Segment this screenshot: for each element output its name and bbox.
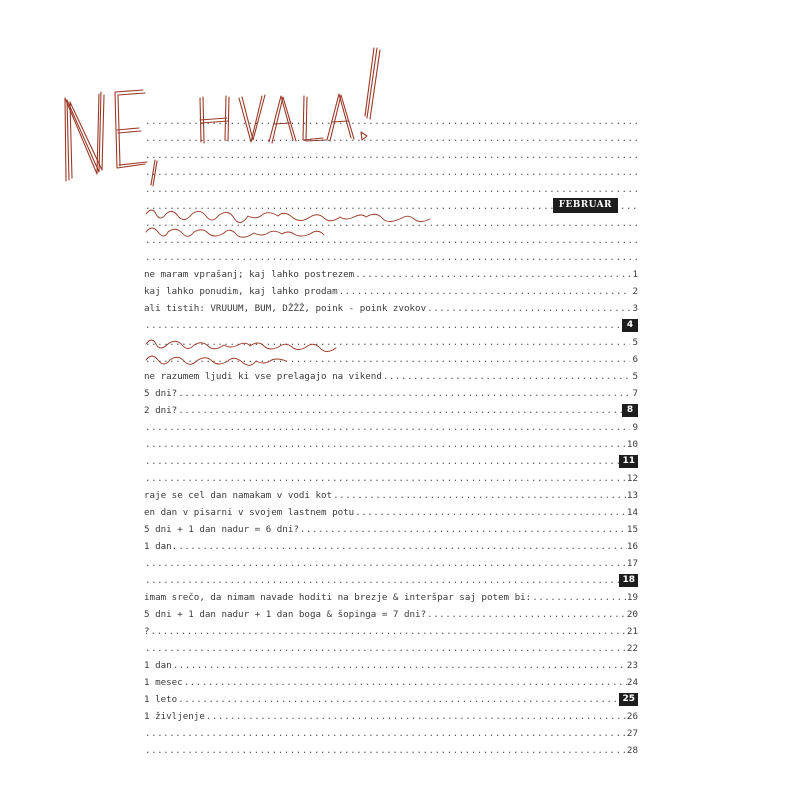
dot-leader (145, 728, 627, 740)
line-text: 5 dni + 1 dan nadur + 1 dan boga & šopinga = 7 dni? (144, 609, 427, 620)
highlighted-day-number: 25 (619, 693, 638, 706)
calendar-entry (144, 519, 638, 536)
dot-leader (145, 252, 638, 264)
dot-leader (383, 371, 630, 383)
calendar-entry (144, 332, 638, 349)
dot-leader (145, 473, 627, 485)
calendar-entry (144, 570, 638, 587)
line-text: 1 dan (144, 660, 172, 671)
calendar-entry (144, 434, 638, 451)
highlighted-day-number: 11 (619, 455, 638, 468)
header-line (144, 145, 638, 162)
calendar-entry (144, 672, 638, 689)
calendar-entry (144, 349, 638, 366)
dot-leader (145, 337, 630, 349)
calendar-entry (144, 604, 638, 621)
header-line (144, 128, 638, 145)
calendar-entry (144, 383, 638, 400)
header-line (144, 230, 638, 247)
dot-leader (145, 456, 619, 468)
line-text: raje se cel dan namakam v vodi kot (144, 490, 333, 501)
line-text: imam srečo, da nimam navade hoditi na brezje & interšpar saj potem bi: (144, 592, 532, 603)
header-line (144, 247, 638, 264)
day-number: 16 (626, 541, 638, 552)
day-number: 3 (632, 303, 638, 314)
calendar-entry (144, 689, 638, 706)
line-text: 5 dni? (144, 388, 178, 399)
line-text: 1 življenje (144, 711, 205, 722)
day-number: 20 (626, 609, 638, 620)
dot-leader (178, 541, 627, 553)
dot-leader (355, 507, 627, 519)
calendar-entry (144, 417, 638, 434)
day-number: 28 (626, 745, 638, 756)
dot-leader (145, 167, 638, 179)
dot-leader (151, 626, 627, 638)
line-text: 1 mesec (144, 677, 183, 688)
dot-leader (145, 235, 638, 247)
day-number: 22 (626, 643, 638, 654)
day-number: 17 (626, 558, 638, 569)
day-number: 21 (626, 626, 638, 637)
day-number: 5 (632, 371, 638, 382)
dot-leader (145, 150, 638, 162)
day-number: 24 (626, 677, 638, 688)
line-text: en dan v pisarni v svojem lastnem potu (144, 507, 355, 518)
dot-leader (145, 354, 630, 366)
highlighted-day-number: 18 (619, 574, 638, 587)
day-number: 9 (632, 422, 638, 433)
calendar-entry (144, 740, 638, 757)
day-number: 23 (626, 660, 638, 671)
calendar-entry (144, 502, 638, 519)
dot-leader (145, 133, 638, 145)
dot-leader (532, 592, 627, 604)
calendar-entry (144, 298, 638, 315)
calendar-lines (144, 111, 638, 757)
month-badge: FEBRUAR (553, 198, 618, 213)
line-text: ? (144, 626, 150, 637)
dot-leader (178, 405, 622, 417)
line-text: 2 dni? (144, 405, 178, 416)
dot-leader (145, 643, 627, 655)
header-line (144, 179, 638, 196)
day-number: 14 (626, 507, 638, 518)
highlighted-day-number: 8 (622, 404, 638, 417)
calendar-entry (144, 587, 638, 604)
dot-leader (178, 694, 619, 706)
line-text: 5 dni + 1 dan nadur = 6 dni? (144, 524, 299, 535)
calendar-entry (144, 485, 638, 502)
line-text: ali tistih: VRUUUM, BUM, DŽŽŽ, poink - poink zvokov (144, 303, 427, 314)
calendar-entry (144, 536, 638, 553)
line-text: ne maram vprašanj; kaj lahko postrezem (144, 269, 355, 280)
line-text: ne razumem ljudi ki vse prelagajo na vikend (144, 371, 382, 382)
dot-leader (339, 286, 630, 298)
line-text: 1 leto (144, 694, 178, 705)
dot-leader (184, 677, 627, 689)
day-number: 26 (626, 711, 638, 722)
calendar-entry (144, 400, 638, 417)
dot-leader (427, 609, 627, 621)
calendar-entry (144, 264, 638, 281)
day-number: 27 (626, 728, 638, 739)
dot-leader (145, 116, 638, 128)
day-number: 1 (632, 269, 638, 280)
calendar-entry (144, 366, 638, 383)
day-number: 19 (626, 592, 638, 603)
calendar-entry (144, 451, 638, 468)
day-number: 5 (632, 337, 638, 348)
line-text: kaj lahko ponudim, kaj lahko prodam (144, 286, 338, 297)
calendar-entry (144, 706, 638, 723)
dot-leader (173, 660, 627, 672)
day-number: 7 (632, 388, 638, 399)
calendar-entry (144, 553, 638, 570)
dot-leader (333, 490, 627, 502)
calendar-entry (144, 281, 638, 298)
dot-leader (145, 439, 627, 451)
dot-leader (145, 575, 619, 587)
dot-leader (145, 320, 622, 332)
dot-leader (145, 422, 630, 434)
day-number: 15 (626, 524, 638, 535)
calendar-entry (144, 723, 638, 740)
highlighted-day-number: 4 (622, 319, 638, 332)
dot-leader (300, 524, 627, 536)
dot-leader (206, 711, 627, 723)
calendar-entry (144, 638, 638, 655)
day-number: 2 (632, 286, 638, 297)
header-line (144, 162, 638, 179)
dot-leader-tail: ... (619, 201, 638, 212)
day-number: 12 (626, 473, 638, 484)
day-number: 6 (632, 354, 638, 365)
calendar-entry (144, 621, 638, 638)
calendar-entry (144, 315, 638, 332)
calendar-entry (144, 468, 638, 485)
dot-leader (355, 269, 630, 281)
header-line (144, 111, 638, 128)
day-number: 10 (626, 439, 638, 450)
dot-leader (145, 201, 553, 213)
dot-leader (427, 303, 630, 315)
header-line (144, 213, 638, 230)
day-number: 13 (626, 490, 638, 501)
dot-leader (145, 218, 638, 230)
dot-leader (145, 558, 627, 570)
dot-leader (145, 184, 638, 196)
calendar-entry (144, 655, 638, 672)
line-text: 1 dan. (144, 541, 178, 552)
dot-leader (145, 745, 627, 757)
header-line (144, 196, 638, 213)
dot-leader (178, 388, 630, 400)
